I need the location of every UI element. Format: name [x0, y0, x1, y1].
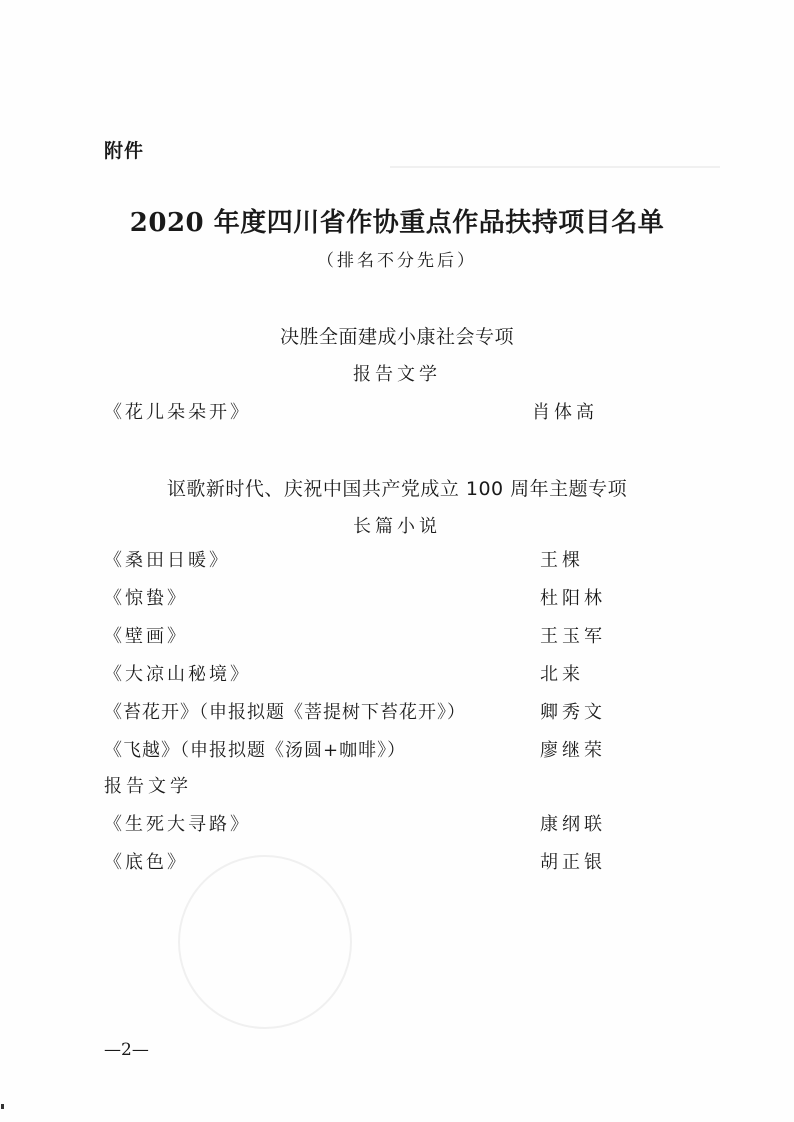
work-title: 《大凉山秘境》 [104, 664, 251, 685]
list-item [104, 698, 624, 726]
attachment-label: 附件 [104, 140, 145, 162]
author-name: 康纲联 [540, 814, 606, 835]
work-title: 《花儿朵朵开》 [104, 402, 251, 423]
work-title: 《底色》 [104, 852, 188, 873]
list-item [104, 398, 624, 426]
scan-artifact [1, 1104, 4, 1109]
page-number: —2— [104, 1040, 149, 1060]
list-item [104, 622, 624, 650]
document-title: 2020 年度四川省作协重点作品扶持项目名单 [129, 208, 665, 238]
author-name: 王棵 [540, 550, 584, 571]
seal-ghost-stamp [178, 855, 352, 1029]
work-title: 《苔花开》（申报拟题《菩提树下苔花开》） [104, 702, 466, 723]
author-name: 胡正银 [540, 852, 606, 873]
work-title: 《惊蛰》 [104, 588, 188, 609]
document-subtitle: （排名不分先后） [317, 251, 477, 271]
list-item [104, 546, 624, 574]
work-title: 《生死大寻路》 [104, 814, 251, 835]
author-name: 廖继荣 [540, 740, 606, 761]
work-title: 《飞越》（申报拟题《汤圆+咖啡》） [104, 740, 407, 761]
list-item [104, 848, 624, 876]
list-item [104, 584, 624, 612]
genre-heading: 报告文学 [104, 776, 192, 797]
section-title: 讴歌新时代、庆祝中国共产党成立 100 周年主题专项 [166, 478, 628, 500]
work-title: 《壁画》 [104, 626, 188, 647]
author-name: 北来 [540, 664, 584, 685]
list-item [104, 660, 624, 688]
author-name: 王玉军 [540, 626, 606, 647]
list-item [104, 810, 624, 838]
list-item [104, 736, 624, 764]
genre-heading: 长篇小说 [353, 516, 441, 537]
seal-ghost-header [390, 96, 720, 168]
author-name: 肖体高 [532, 402, 598, 423]
author-name: 卿秀文 [540, 702, 606, 723]
author-name: 杜阳林 [540, 588, 606, 609]
work-title: 《桑田日暖》 [104, 550, 230, 571]
section-title: 决胜全面建成小康社会专项 [279, 326, 514, 348]
genre-heading: 报告文学 [353, 364, 441, 385]
